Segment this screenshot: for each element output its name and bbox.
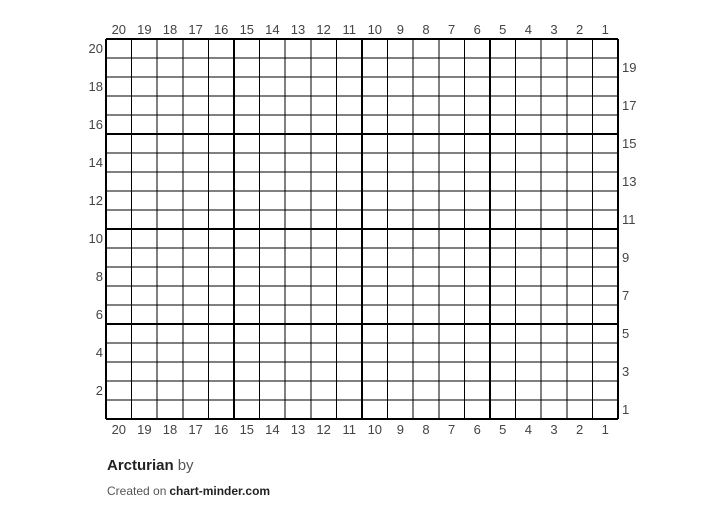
bottom-column-label: 17 <box>188 422 203 437</box>
top-column-label: 8 <box>422 22 430 37</box>
bottom-column-label: 20 <box>111 422 127 437</box>
credit-line <box>107 484 270 498</box>
left-row-label: 10 <box>88 231 103 246</box>
bottom-column-label: 19 <box>137 422 152 437</box>
left-row-label: 20 <box>88 41 103 56</box>
bottom-column-label: 9 <box>396 422 405 437</box>
bottom-column-label: 7 <box>447 422 456 437</box>
top-column-label: 1 <box>601 22 609 37</box>
created-on-text: Created on <box>107 484 167 498</box>
top-column-label: 7 <box>447 22 456 37</box>
bottom-column-label: 8 <box>422 422 430 437</box>
right-row-labels <box>622 60 636 417</box>
bottom-column-label: 11 <box>342 422 356 437</box>
right-row-label: 11 <box>622 212 636 227</box>
top-column-label: 15 <box>239 22 255 37</box>
bottom-column-label: 16 <box>213 422 229 437</box>
bottom-column-label: 13 <box>290 422 306 437</box>
grid-lines <box>106 39 618 419</box>
top-column-label: 2 <box>575 22 584 37</box>
by-word: by <box>177 457 194 474</box>
left-row-label: 2 <box>95 383 103 398</box>
right-row-label: 17 <box>622 98 637 113</box>
top-column-label: 11 <box>342 22 356 37</box>
left-row-labels <box>89 41 103 398</box>
top-column-label: 13 <box>290 22 306 37</box>
bottom-column-labels <box>112 422 609 437</box>
top-column-label: 14 <box>265 22 280 37</box>
top-column-label: 4 <box>524 22 533 37</box>
pattern-name: Arcturian <box>107 457 174 474</box>
pattern-title-line <box>107 457 194 474</box>
top-column-label: 20 <box>111 22 127 37</box>
right-row-label: 7 <box>622 288 630 303</box>
right-row-label: 19 <box>622 60 637 75</box>
left-row-label: 18 <box>88 79 103 94</box>
bottom-column-label: 3 <box>550 422 558 437</box>
bottom-column-label: 5 <box>499 422 507 437</box>
top-column-label: 3 <box>550 22 558 37</box>
right-row-label: 9 <box>622 250 630 265</box>
top-column-label: 5 <box>499 22 507 37</box>
bottom-column-label: 12 <box>316 422 331 437</box>
left-row-label: 4 <box>95 345 103 360</box>
top-column-label: 18 <box>162 22 178 37</box>
bottom-column-label: 2 <box>575 422 584 437</box>
right-row-label: 1 <box>622 402 630 417</box>
top-column-label: 6 <box>473 22 481 37</box>
right-row-label: 15 <box>622 136 637 151</box>
site-link[interactable]: chart-minder.com <box>169 484 271 498</box>
top-column-label: 9 <box>396 22 405 37</box>
right-row-label: 13 <box>622 174 637 189</box>
bottom-column-label: 14 <box>265 422 280 437</box>
bottom-column-label: 10 <box>367 422 383 437</box>
right-row-label: 5 <box>622 326 630 341</box>
top-column-label: 19 <box>137 22 152 37</box>
top-column-label: 12 <box>316 22 331 37</box>
left-row-label: 6 <box>95 307 103 322</box>
left-row-label: 16 <box>88 117 103 132</box>
left-row-label: 8 <box>95 269 103 284</box>
bottom-column-label: 4 <box>524 422 533 437</box>
bottom-column-label: 1 <box>601 422 609 437</box>
left-row-label: 14 <box>88 155 103 170</box>
right-row-label: 3 <box>622 364 630 379</box>
top-column-label: 17 <box>188 22 203 37</box>
left-row-label: 12 <box>88 193 103 208</box>
bottom-column-label: 15 <box>239 422 255 437</box>
bottom-column-label: 18 <box>162 422 178 437</box>
bottom-column-label: 6 <box>473 422 481 437</box>
top-column-label: 16 <box>213 22 229 37</box>
top-column-labels <box>112 22 609 37</box>
top-column-label: 10 <box>367 22 383 37</box>
